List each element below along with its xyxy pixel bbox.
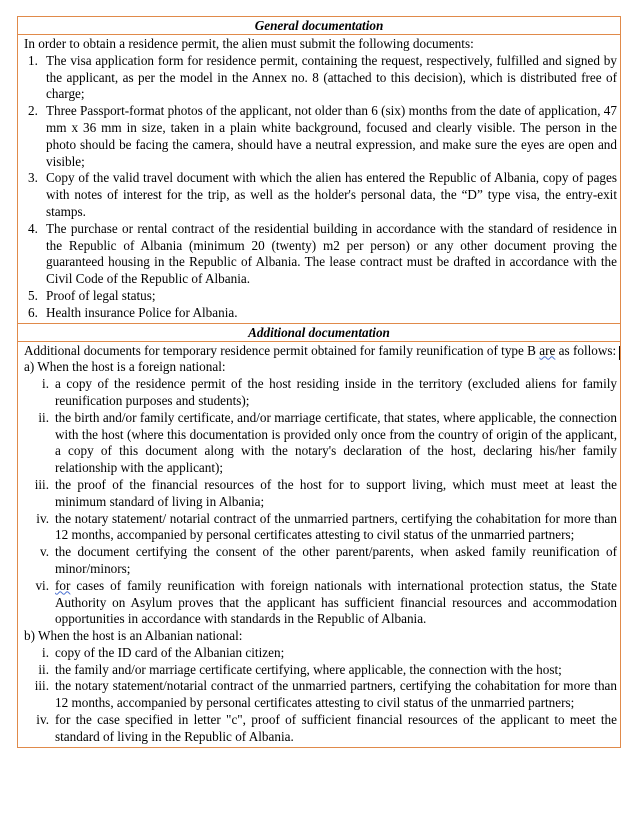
item-number: iii. — [34, 678, 49, 694]
additional-cell — [18, 341, 621, 747]
item-text: the notary statement/ notarial contract of the unmarried partners, certifying the cohabitation for more than 12 months, accompanied by personal certificates attesting to civil status of the unmarried partners; — [55, 510, 617, 543]
documentation-table — [17, 16, 621, 748]
intro-text: Additional documents for temporary residence permit obtained for family reunification of type B — [24, 342, 540, 358]
list-item — [24, 53, 617, 103]
list-item — [24, 410, 617, 477]
list-item — [24, 511, 617, 545]
general-heading: General documentation — [18, 17, 621, 35]
list-item — [24, 477, 617, 511]
item-number: i. — [42, 376, 49, 392]
item-number: 5. — [28, 287, 38, 303]
general-intro: In order to obtain a residence permit, the alien must submit the following documents: — [24, 36, 474, 51]
list-item — [24, 288, 617, 305]
item-number: vi. — [35, 577, 49, 593]
list-item — [24, 678, 617, 712]
list-item — [24, 712, 617, 746]
item-text: The purchase or rental contract of the residential building in accordance with the standard of residence in the Republic of Albania (minimum 20 (twenty) m2 per person) or any other document proving the guaranteed housing in the Republic of Albania. The lease contract must be drafted in accordance with the Civil Code of the Republic of Albania. — [46, 220, 617, 287]
intro-text-end: as follows: — [555, 342, 617, 358]
spellcheck-word[interactable]: are — [539, 342, 556, 358]
list-item — [24, 544, 617, 578]
item-number: iv. — [36, 712, 49, 728]
spellcheck-word[interactable]: for — [55, 577, 71, 593]
list-item — [24, 170, 617, 220]
list-item — [24, 305, 617, 322]
item-number: i. — [42, 644, 49, 660]
list-item — [24, 662, 617, 679]
item-number: ii. — [38, 661, 49, 677]
item-text: a copy of the residence permit of the host residing inside in the territory (excluded aliens for family reunification purposes and students); — [55, 376, 617, 408]
list-item — [24, 645, 617, 662]
item-text: Three Passport-format photos of the applicant, not older than 6 (six) months from the date of application, 47 mm x 36 mm in size, taken in a plain white background, focused and clearly visible. The person in the photo should be facing the camera, should have a neutral expression, and make sure the eyes are open and visible; — [46, 103, 617, 169]
item-number: 4. — [28, 220, 38, 236]
section-b-heading: b) When the host is an Albanian national: — [24, 628, 243, 644]
item-number: 3. — [28, 170, 38, 186]
list-item — [24, 578, 617, 628]
list-item — [24, 376, 617, 410]
item-number: 1. — [28, 52, 38, 68]
item-number: v. — [39, 544, 49, 560]
list-item — [24, 103, 617, 170]
section-a-heading: a) When the host is a foreign national: — [24, 359, 226, 375]
item-text: cases of family reunification with foreign nationals with international protection status, the State Authority on Asylum proves that the applicant has sufficient financial resources and accommodation opportunities in accordance with standards in the Republic of Albania. — [55, 577, 617, 627]
section-a-list — [24, 376, 617, 628]
item-number: ii. — [38, 409, 49, 425]
section-b-list — [24, 645, 617, 746]
text-cursor — [619, 346, 620, 360]
item-text: Proof of legal status; — [46, 287, 156, 303]
item-text: copy of the ID card of the Albanian citizen; — [55, 644, 285, 660]
item-number: 6. — [28, 304, 38, 320]
item-number: iii. — [34, 476, 49, 492]
item-text: the notary statement/notarial contract of the unmarried partners, certifying the cohabitation for more than 12 months, accompanied by personal certificates attesting to civil status of the unmarried partners; — [55, 678, 617, 711]
list-item — [24, 221, 617, 288]
document — [17, 16, 621, 748]
additional-heading: Additional documentation — [18, 323, 621, 341]
additional-intro — [24, 343, 617, 360]
item-text: Copy of the valid travel document with which the alien has entered the Republic of Albania, copy of pages with notes of interest for the trip, as well as the holder's personal data, the “D” type visa, the entry-exit stamps. — [46, 170, 617, 219]
item-text: the proof of the financial resources of the host for to support living, which must meet at least the minimum standard of living in Albania; — [55, 476, 617, 509]
item-number: 2. — [28, 103, 38, 119]
item-text: the document certifying the consent of the other parent/parents, when asked family reunification of minor/minors; — [55, 544, 617, 576]
item-text: the family and/or marriage certificate certifying, where applicable, the connection with the host; — [55, 661, 562, 677]
item-text: The visa application form for residence permit, containing the request, respectively, fulfilled and signed by the applicant, as per the model in the Annex no. 8 (attached to this decision), which is distributed free of charge; — [46, 52, 617, 102]
item-number: iv. — [36, 510, 49, 526]
item-text: Health insurance Police for Albania. — [46, 304, 238, 320]
general-cell — [18, 35, 621, 324]
general-list — [24, 53, 617, 322]
item-text: the birth and/or family certificate, and/or marriage certificate, that states, where applicable, the connection with the host (where this documentation is provided only once from the country of origin of the applicant, a copy of this document along with the notary's declaration of the host, declaring his/her family relationship with the applicant); — [55, 409, 617, 476]
item-text: for the case specified in letter "c", proof of sufficient financial resources of the applicant to meet the standard of living in the Republic of Albania. — [55, 712, 617, 744]
